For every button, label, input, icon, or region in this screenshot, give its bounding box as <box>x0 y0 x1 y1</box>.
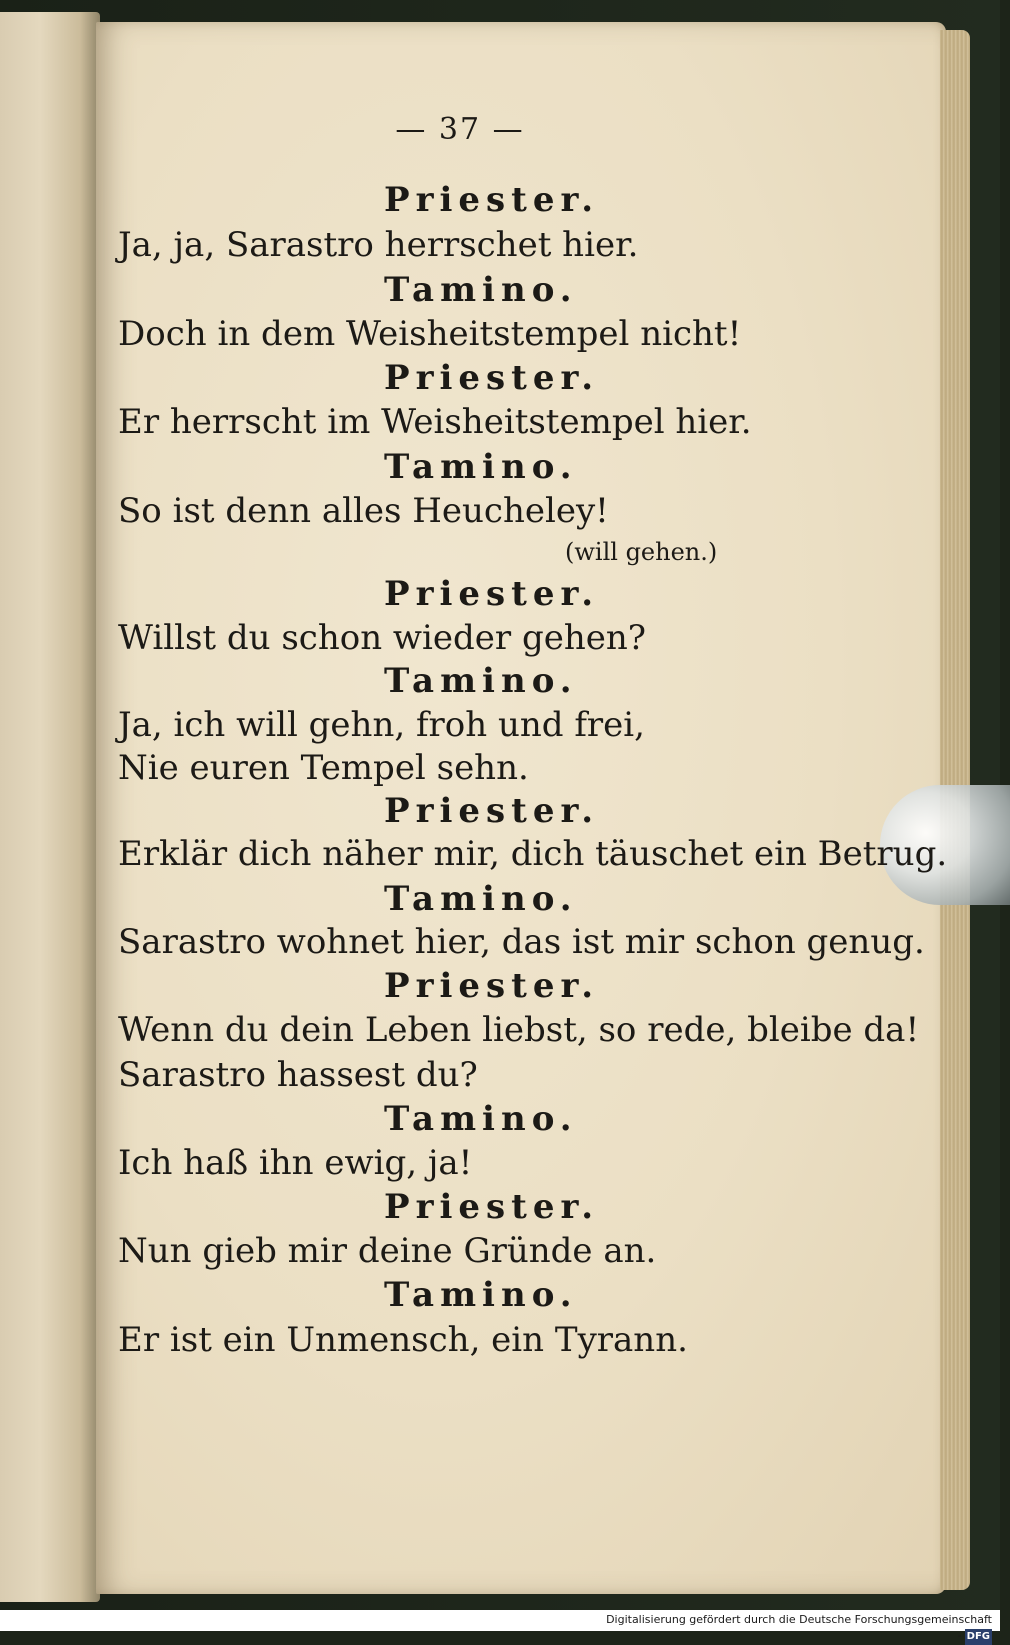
verse-line: Er ist ein Unmensch, ein Tyrann. <box>118 1320 688 1360</box>
verse-line: Sarastro hassest du? <box>118 1055 478 1095</box>
verse-line: Willst du schon wieder gehen? <box>118 618 646 658</box>
speaker-name: Priester. <box>384 791 600 831</box>
speaker-name: Tamino. <box>384 1099 578 1139</box>
speaker-name: Tamino. <box>384 879 578 919</box>
speaker-name: Priester. <box>384 574 600 614</box>
verse-line: Ja, ich will gehn, froh und frei, <box>118 705 645 745</box>
speaker-name: Priester. <box>384 1187 600 1227</box>
previous-page-edge <box>0 12 100 1602</box>
speaker-name: Tamino. <box>384 661 578 701</box>
speaker-name: Priester. <box>384 966 600 1006</box>
verse-line: Ja, ja, Sarastro herrschet hier. <box>118 225 639 265</box>
stage-direction: (will gehen.) <box>565 538 718 566</box>
verse-line: Doch in dem Weisheitstempel nicht! <box>118 314 742 354</box>
verse-line: Wenn du dein Leben liebst, so rede, bleibe da! <box>118 1010 920 1050</box>
page-number: — 37 — <box>395 112 525 147</box>
verse-line: Erklär dich näher mir, dich täuschet ein Betrug. <box>118 834 948 874</box>
verse-line: Nie euren Tempel sehn. <box>118 748 529 788</box>
speaker-name: Tamino. <box>384 447 578 487</box>
speaker-name: Tamino. <box>384 1275 578 1315</box>
speaker-name: Priester. <box>384 180 600 220</box>
dfg-logo: DFG <box>965 1629 992 1645</box>
verse-line: So ist denn alles Heucheley! <box>118 491 609 531</box>
funding-note: Digitalisierung gefördert durch die Deutsche Forschungsgemeinschaft - <box>606 1613 992 1642</box>
funding-footer <box>606 1612 996 1642</box>
verse-line: Nun gieb mir deine Gründe an. <box>118 1231 657 1271</box>
speaker-name: Priester. <box>384 358 600 398</box>
speaker-name: Tamino. <box>384 270 578 310</box>
verse-line: Ich haß ihn ewig, ja! <box>118 1143 473 1183</box>
verse-line: Er herrscht im Weisheitstempel hier. <box>118 402 752 442</box>
verse-line: Sarastro wohnet hier, das ist mir schon genug. <box>118 922 925 962</box>
